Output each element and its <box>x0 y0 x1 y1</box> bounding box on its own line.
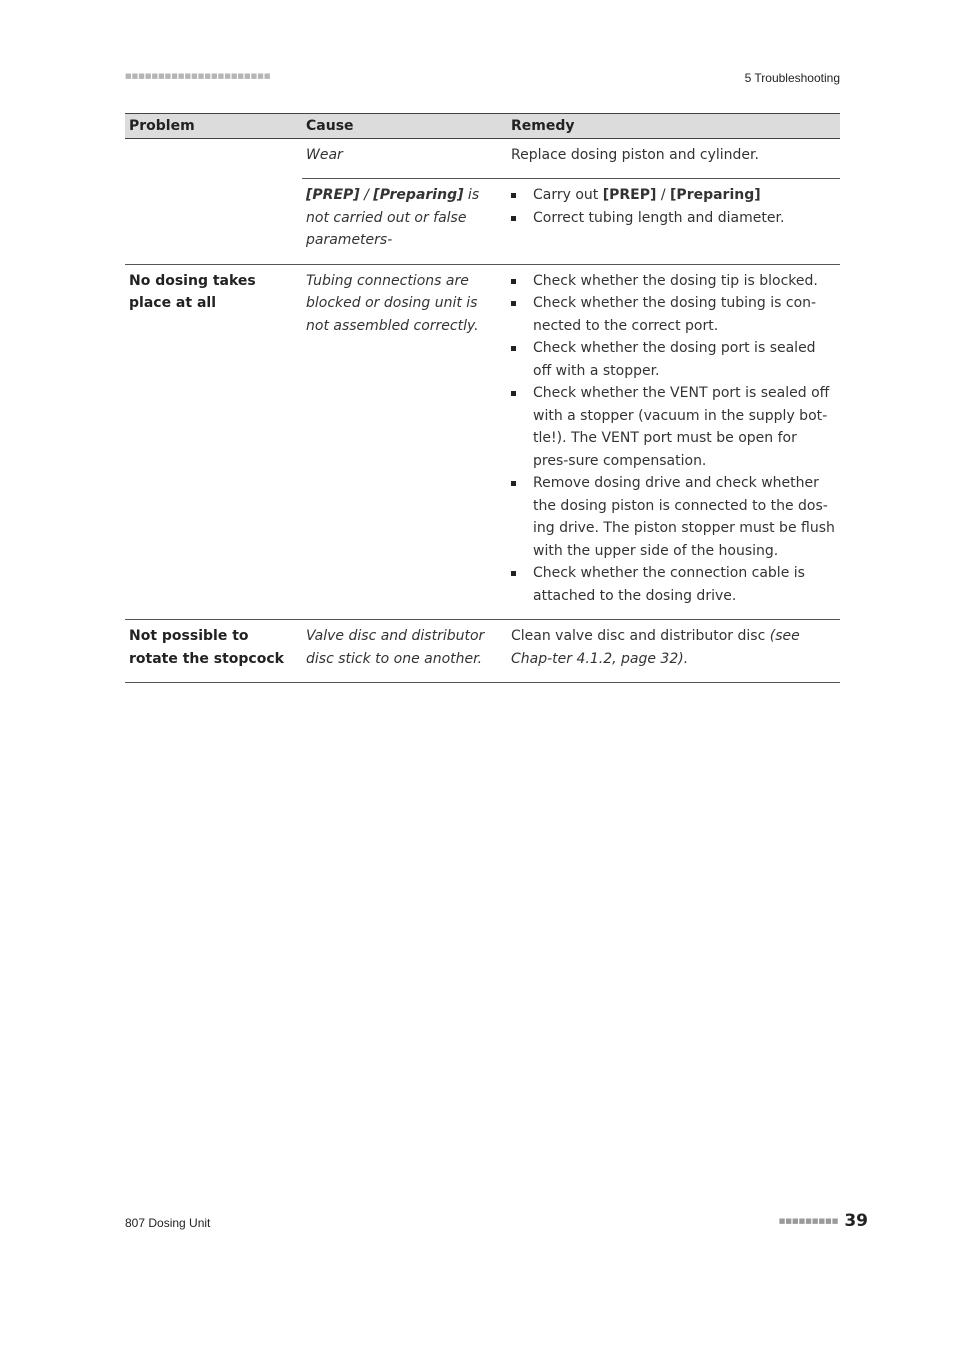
page-number-block <box>779 1211 868 1231</box>
column-header-cause: Cause <box>302 114 507 139</box>
remedy-list <box>511 184 836 229</box>
problem-cell <box>125 138 302 179</box>
chapter-reference: (see Chap-ter 4.1.2, page 32). <box>511 628 800 667</box>
remedy-cell <box>507 179 840 265</box>
list-item: Check whether the dosing tubing is con-nected to the correct port. <box>511 292 836 337</box>
problem-cell: Not possible to rotate the stopcock <box>125 620 302 683</box>
problem-cell: No dosing takes place at all <box>125 264 302 620</box>
remedy-cell <box>507 620 840 683</box>
prep-command: [PREP] <box>602 187 657 203</box>
column-header-problem: Problem <box>125 114 302 139</box>
table-row <box>125 179 840 265</box>
remedy-cell: Replace dosing piston and cylinder. <box>507 138 840 179</box>
cause-cell: Tubing connections are blocked or dosing unit is not assembled correctly. <box>302 264 507 620</box>
remedy-text: Clean valve disc and distributor disc <box>511 628 770 644</box>
list-item: Check whether the VENT port is sealed off with a stopper (vacuum in the supply bot-tle!). The VENT port must be open for pres-sure compensation. <box>511 382 836 472</box>
header-decoration-dots: ■■■■■■■■■■■■■■■■■■■■■■ <box>125 72 271 80</box>
prep-command: [PREP] <box>306 187 360 203</box>
remedy-list <box>511 270 836 608</box>
footer-decoration-dots: ■■■■■■■■■ <box>778 1217 839 1225</box>
table-row <box>125 620 840 683</box>
cause-text: is not carried out or false parameters- <box>306 187 480 248</box>
cause-cell <box>302 179 507 265</box>
remedy-separator: / <box>656 187 671 203</box>
chapter-heading: 5 Troubleshooting <box>744 71 840 85</box>
preparing-command: [Preparing] <box>670 187 761 203</box>
remedy-text: Carry out <box>533 187 603 203</box>
problem-cell <box>125 179 302 265</box>
table-row <box>125 264 840 620</box>
cause-cell: Valve disc and distributor disc stick to one another. <box>302 620 507 683</box>
document-title: 807 Dosing Unit <box>125 1216 211 1230</box>
troubleshooting-table <box>125 113 840 683</box>
preparing-command: [Preparing] <box>373 187 464 203</box>
page-number: 39 <box>844 1211 868 1231</box>
list-item: Correct tubing length and diameter. <box>511 207 836 230</box>
table-row <box>125 138 840 179</box>
list-item: Check whether the connection cable is attached to the dosing drive. <box>511 562 836 607</box>
list-item <box>511 184 836 207</box>
column-header-remedy: Remedy <box>507 114 840 139</box>
list-item: Remove dosing drive and check whether the dosing piston is connected to the dos-ing drive. The piston stopper must be flush with the upper side of the housing. <box>511 472 836 562</box>
list-item: Check whether the dosing tip is blocked. <box>511 270 836 293</box>
table-header-row <box>125 114 840 139</box>
remedy-cell <box>507 264 840 620</box>
cause-separator: / <box>359 187 374 203</box>
cause-cell: Wear <box>302 138 507 179</box>
list-item: Check whether the dosing port is sealed off with a stopper. <box>511 337 836 382</box>
